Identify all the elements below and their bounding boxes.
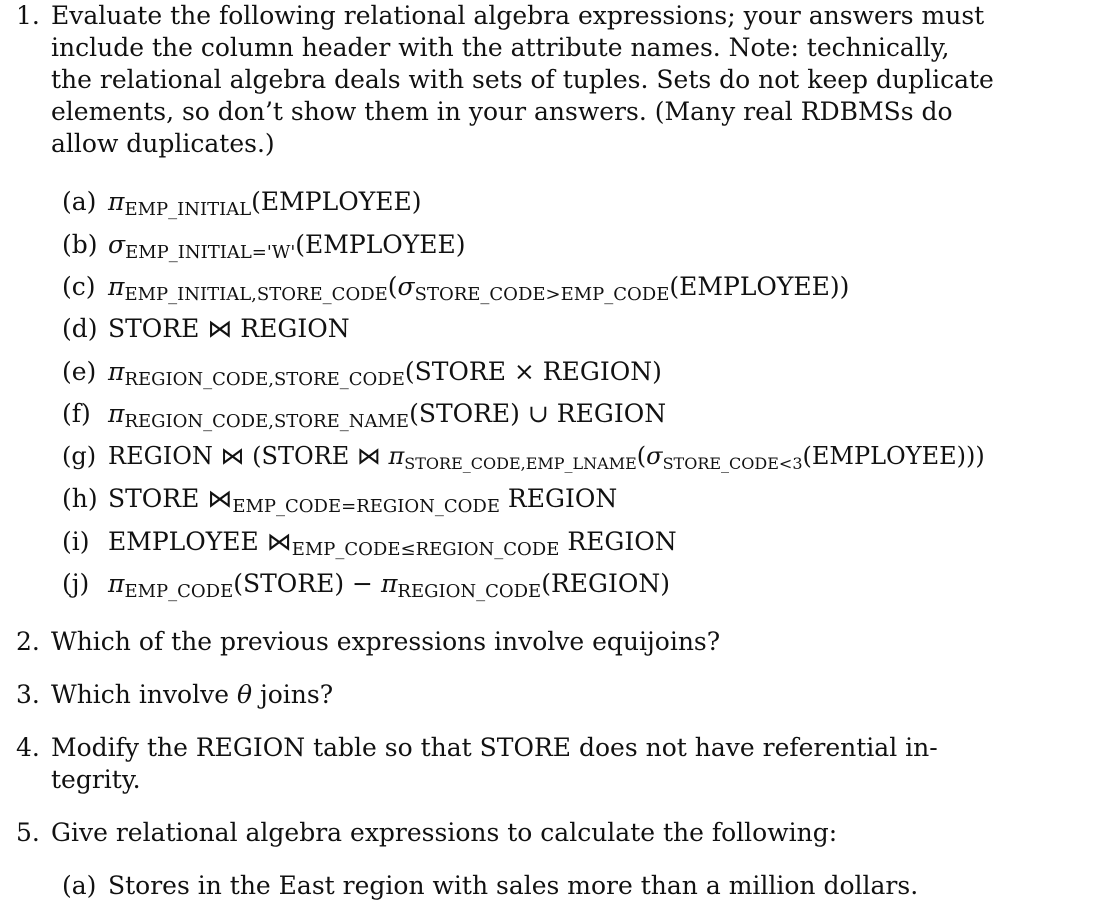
subscript: EMP_INITIAL,STORE_CODE xyxy=(124,284,388,305)
subscript: STORE_CODE,EMP_LNAME xyxy=(404,454,637,473)
join-condition: EMP_CODE=REGION_CODE xyxy=(232,496,500,517)
question-4-text-line-2: tegrity. xyxy=(51,765,141,794)
question-3-pre: Which involve xyxy=(51,680,237,709)
pi-symbol: π xyxy=(380,569,398,598)
part-h-label: (h) xyxy=(62,484,98,513)
part-f-label: (f) xyxy=(62,399,91,428)
question-3-post: joins? xyxy=(252,680,334,709)
expression-rest: (EMPLOYEE)) xyxy=(669,272,850,301)
left-relation: STORE ⋈ xyxy=(108,484,233,513)
pi-symbol: π xyxy=(388,442,405,470)
question-5-text: Give relational algebra expressions to calculate the following: xyxy=(51,818,838,847)
expression-rest: (EMPLOYEE))) xyxy=(802,442,985,470)
part-i xyxy=(62,526,677,566)
question-4-text-line-1: Modify the REGION table so that STORE does not have referential in- xyxy=(51,733,938,762)
part-a xyxy=(62,186,421,226)
part-c-label: (c) xyxy=(62,272,96,301)
question-1-text-line-2: include the column header with the attribute names. Note: technically, xyxy=(51,33,950,62)
subscript: EMP_INITIAL xyxy=(124,199,252,220)
left-relation: EMPLOYEE ⋈ xyxy=(108,527,292,556)
right-relation: REGION xyxy=(559,527,677,556)
question-1-text-line-1: Evaluate the following relational algebra expressions; your answers must xyxy=(51,1,985,30)
expression-prefix: REGION ⋈ (STORE ⋈ xyxy=(108,442,389,470)
question-5-number: 5. xyxy=(16,818,40,847)
expression-rest: (EMPLOYEE) xyxy=(295,230,466,259)
pi-symbol: π xyxy=(108,357,125,386)
subscript: REGION_CODE,STORE_NAME xyxy=(124,411,410,432)
sigma-symbol: σ xyxy=(397,272,415,301)
question-1-number: 1. xyxy=(16,1,40,30)
question-4-number: 4. xyxy=(16,733,40,762)
part-e xyxy=(62,356,662,396)
part-b-label: (b) xyxy=(62,230,98,259)
question-1-text-line-5: allow duplicates.) xyxy=(51,129,275,158)
question-3-number: 3. xyxy=(16,680,40,709)
part-i-label: (i) xyxy=(62,527,90,556)
sigma-symbol: σ xyxy=(108,230,126,259)
part-f xyxy=(62,398,666,438)
expression-rest: (EMPLOYEE) xyxy=(251,187,422,216)
pi-symbol: π xyxy=(108,399,125,428)
join-condition: EMP_CODE≤REGION_CODE xyxy=(291,539,560,560)
subscript: EMP_INITIAL='W' xyxy=(125,242,296,263)
question-5-part-a-text: Stores in the East region with sales more than a million dollars. xyxy=(108,871,919,900)
part-b xyxy=(62,229,466,269)
subscript: REGION_CODE,STORE_CODE xyxy=(124,369,405,390)
sigma-symbol: σ xyxy=(646,442,663,470)
pi-symbol: π xyxy=(108,272,125,301)
question-5-part-a xyxy=(62,870,918,902)
question-1-text-line-3: the relational algebra deals with sets of tuples. Sets do not keep duplicate xyxy=(51,65,994,94)
question-1-text-line-4: elements, so don’t show them in your answers. (Many real RDBMSs do xyxy=(51,97,953,126)
left-relation: STORE xyxy=(108,314,200,343)
subscript: REGION_CODE xyxy=(397,581,542,602)
question-2-number: 2. xyxy=(16,627,40,656)
question-2-text: Which of the previous expressions involve equijoins? xyxy=(51,627,721,656)
part-g xyxy=(62,440,985,480)
open-paren: ( xyxy=(387,272,398,301)
theta-symbol: θ xyxy=(236,680,253,709)
subscript: EMP_CODE xyxy=(124,581,234,602)
part-j xyxy=(62,568,670,608)
question-5-part-a-label: (a) xyxy=(62,871,97,900)
subscript: STORE_CODE<3 xyxy=(662,454,803,473)
part-a-label: (a) xyxy=(62,187,97,216)
join-symbol: ⋈ xyxy=(207,314,233,343)
expression-rest: (STORE × REGION) xyxy=(404,357,662,386)
pi-symbol: π xyxy=(108,569,125,598)
right-relation: REGION xyxy=(499,484,618,513)
open-paren: ( xyxy=(636,442,647,470)
part-e-label: (e) xyxy=(62,357,97,386)
expression-rest: (STORE) ∪ REGION xyxy=(409,399,667,428)
part-j-label: (j) xyxy=(62,569,90,598)
part-c xyxy=(62,271,849,311)
part-d-label: (d) xyxy=(62,314,98,343)
expression-middle: (STORE) − xyxy=(233,569,381,598)
pi-symbol: π xyxy=(108,187,125,216)
question-3-text xyxy=(51,679,333,711)
subscript: STORE_CODE>EMP_CODE xyxy=(414,284,670,305)
part-g-label: (g) xyxy=(62,442,97,470)
part-d xyxy=(62,313,350,345)
part-h xyxy=(62,483,617,523)
right-relation: REGION xyxy=(240,314,350,343)
expression-rest: (REGION) xyxy=(541,569,670,598)
